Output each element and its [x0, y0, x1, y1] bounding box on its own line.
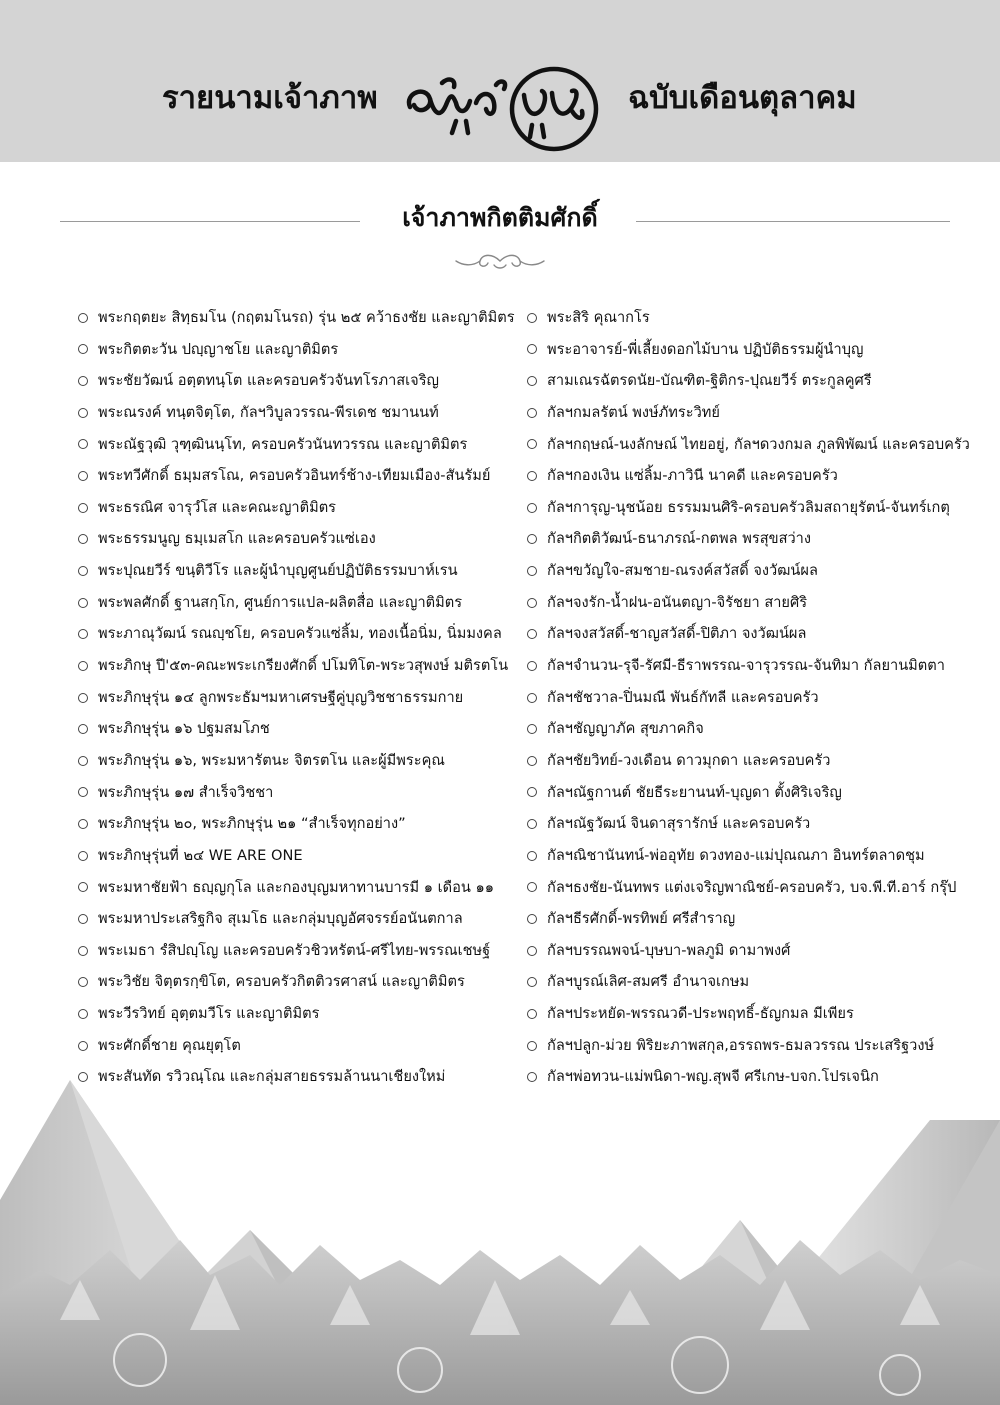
list-item: กัลฯบูรณ์เลิศ-สมศรี อำนาจเกษม	[527, 966, 997, 998]
list-item: กัลฯจงรัก-น้ำฝน-อนันตญา-จิรัชยา สายศิริ	[527, 587, 997, 619]
list-item: กัลฯณิชานันทน์-พ่ออุทัย ดวงทอง-แม่ปุณณภา อินทร์ตลาดชุม	[527, 840, 997, 872]
list-item: พระเมธา รํสิปญฺโญ และครอบครัวชิวหรัตน์-ศรีไทย-พรรณเชษฐ์	[78, 935, 528, 967]
bullet-icon	[527, 914, 537, 924]
bullet-icon	[527, 1009, 537, 1019]
list-item: กัลฯณัฐวัฒน์ จินดาสุรารักษ์ และครอบครัว	[527, 808, 997, 840]
list-item: กัลฯการุญ-นุชน้อย ธรรมมนศิริ-ครอบครัวลิมสถายุรัตน์-จันทร์เกตุ	[527, 492, 997, 524]
bullet-icon	[527, 946, 537, 956]
header-right-title: ฉบับเดือนตุลาคม	[628, 80, 857, 116]
flourish-ornament-icon	[450, 250, 550, 272]
list-item: พระธรรมนูญ ธมฺเมสโก และครอบครัวแซ่เอง	[78, 523, 528, 555]
bullet-icon	[527, 882, 537, 892]
list-item: พระมหาชัยฟ้า ธญฺญกุโล และกองบุญมหาทานบารมี ๑ เดือน ๑๑	[78, 872, 528, 904]
list-item: พระสันทัด รวิวณฺโณ และกลุ่มสายธรรมล้านนาเชียงใหม่	[78, 1061, 528, 1093]
list-item: พระภิกษุ ปี'๕๓-คณะพระเกรียงศักดิ์ ปโมทิโต-พระวสุพงษ์ มติรตโน	[78, 650, 528, 682]
list-item: พระณัฐวุฒิ วุฑฺฒินนฺโท, ครอบครัวนันทวรรณ และญาติมิตร	[78, 429, 528, 461]
list-item: พระภิกษุรุ่น ๑๔ ลูกพระธัมฯมหาเศรษฐีคู่บุญวิชชาธรรมกาย	[78, 682, 528, 714]
bullet-icon	[78, 787, 88, 797]
list-item: พระภิกษุรุ่น ๑๗ สำเร็จวิชชา	[78, 777, 528, 809]
list-item: พระภิกษุรุ่นที่ ๒๔ WE ARE ONE	[78, 840, 528, 872]
list-item: กัลฯกมลรัตน์ พงษ์ภัทระวิทย์	[527, 397, 997, 429]
section-title: เจ้าภาพกิตติมศักดิ์	[402, 203, 598, 232]
sponsor-list-right	[527, 302, 997, 1093]
bullet-icon	[527, 408, 537, 418]
list-item: พระปุณยวีร์ ขนฺติวีโร และผู้นำบุญศูนย์ปฏิบัติธรรมบาห์เรน	[78, 555, 528, 587]
bullet-icon	[78, 313, 88, 323]
list-item: พระภิกษุรุ่น ๒๐, พระภิกษุรุ่น ๒๑ “สำเร็จทุกอย่าง”	[78, 808, 528, 840]
bullet-icon	[527, 313, 537, 323]
list-item: กัลฯจำนวน-รุจี-รัศมี-ธีราพรรณ-จารุวรรณ-จันทิมา กัลยานมิตตา	[527, 650, 997, 682]
bullet-icon	[527, 566, 537, 576]
list-item: สามเณรฉัตรดนัย-บัณฑิต-ฐิติกร-ปุณยวีร์ ตระกูลคูศรี	[527, 365, 997, 397]
list-item: กัลฯพ่อทวน-แม่พนิดา-พญ.สุพจี ศรีเกษ-บจก.โปรเจนิก	[527, 1061, 997, 1093]
list-item: กัลฯณัฐกานต์ ชัยธีระยานนท์-บุญดา ตั้งศิริเจริญ	[527, 777, 997, 809]
list-item: กัลฯชัยวิทย์-วงเดือน ดาวมุกดา และครอบครัว	[527, 745, 997, 777]
list-item: พระวิชัย จิตฺตรกฺขิโต, ครอบครัวกิตติวรศาสน์ และญาติมิตร	[78, 966, 528, 998]
list-item: กัลฯจงสวัสดิ์-ชาญสวัสดิ์-ปิติภา จงวัฒน์ผล	[527, 618, 997, 650]
list-item: กัลฯธงชัย-นันทพร แต่งเจริญพาณิชย์-ครอบครัว, บจ.พี.ที.อาร์ กรุ๊ป	[527, 872, 997, 904]
list-item: กัลฯกิตติวัฒน์-ธนาภรณ์-กตพล พรสุขสว่าง	[527, 523, 997, 555]
list-item: พระอาจารย์-พี่เลี้ยงดอกไม้บาน ปฏิบัติธรรมผู้นำบุญ	[527, 334, 997, 366]
bullet-icon	[78, 977, 88, 987]
list-item: พระภาณุวัฒน์ รณญฺชโย, ครอบครัวแซ่ลิ้ม, ทองเนื้อนิ่ม, นิ่มมงคล	[78, 618, 528, 650]
list-item: พระภิกษุรุ่น ๑๖ ปฐมสมโภช	[78, 713, 528, 745]
bullet-icon	[527, 503, 537, 513]
crystal-pyramid-background	[0, 1080, 1000, 1405]
bullet-icon	[78, 534, 88, 544]
bullet-icon	[78, 503, 88, 513]
list-item: พระทวีศักดิ์ ธมฺมสรโณ, ครอบครัวอินทร์ช้าง-เทียมเมือง-สันรัมย์	[78, 460, 528, 492]
bullet-icon	[527, 629, 537, 639]
bullet-icon	[527, 787, 537, 797]
list-item: กัลฯชัญญาภัค สุขภาคกิจ	[527, 713, 997, 745]
list-item: กัลฯกองเงิน แซ่ลิ้ม-ภาวินี นาคดี และครอบครัว	[527, 460, 997, 492]
list-item: พระวีรวิทย์ อุตฺตมวีโร และญาติมิตร	[78, 998, 528, 1030]
bullet-icon	[78, 851, 88, 861]
bullet-icon	[527, 661, 537, 671]
bullet-icon	[527, 851, 537, 861]
divider-right	[636, 221, 950, 222]
bullet-icon	[78, 471, 88, 481]
bullet-icon	[78, 1009, 88, 1019]
sponsor-list-left	[78, 302, 528, 1093]
publication-logo	[396, 55, 616, 155]
bullet-icon	[527, 376, 537, 386]
bullet-icon	[78, 629, 88, 639]
list-item: พระกฤตยะ สิทฺธมโน (กฤตมโนรถ) รุ่น ๒๕ คว้าธงชัย และญาติมิตร	[78, 302, 528, 334]
bullet-icon	[527, 439, 537, 449]
bullet-icon	[78, 1041, 88, 1051]
list-item: พระชัยวัฒน์ อตฺตทนฺโต และครอบครัวจันทโรภาสเจริญ	[78, 365, 528, 397]
bullet-icon	[527, 693, 537, 703]
bullet-icon	[527, 598, 537, 608]
list-item: พระสิริ คุณากโร	[527, 302, 997, 334]
bullet-icon	[78, 439, 88, 449]
bullet-icon	[78, 661, 88, 671]
bullet-icon	[527, 534, 537, 544]
list-item: กัลฯบรรณพจน์-บุษบา-พลภูมิ ดามาพงศ์	[527, 935, 997, 967]
bullet-icon	[527, 1041, 537, 1051]
bullet-icon	[78, 344, 88, 354]
list-item: กัลฯธีรศักดิ์-พรทิพย์ ศรีสำราญ	[527, 903, 997, 935]
bullet-icon	[527, 977, 537, 987]
bullet-icon	[78, 693, 88, 703]
bullet-icon	[78, 819, 88, 829]
bullet-icon	[78, 882, 88, 892]
list-item: พระมหาประเสริฐกิจ สุเมโธ และกลุ่มบุญอัศจรรย์อนันตกาล	[78, 903, 528, 935]
bullet-icon	[527, 344, 537, 354]
list-item: พระศักดิ์ชาย คุณยุตฺโต	[78, 1030, 528, 1062]
bullet-icon	[78, 914, 88, 924]
list-item: พระภิกษุรุ่น ๑๖, พระมหารัตนะ จิตรตโน และผู้มีพระคุณ	[78, 745, 528, 777]
bullet-icon	[78, 598, 88, 608]
list-item: กัลฯกฤษณ์-นงลักษณ์ ไทยอยู่, กัลฯดวงกมล ภูลพิพัฒน์ และครอบครัว	[527, 429, 997, 461]
bullet-icon	[527, 756, 537, 766]
header-left-title: รายนามเจ้าภาพ	[162, 80, 378, 116]
list-item: กัลฯชัชวาล-ปิ่นมณี พันธ์กัทลี และครอบครัว	[527, 682, 997, 714]
bullet-icon	[527, 819, 537, 829]
bullet-icon	[78, 946, 88, 956]
list-item: กัลฯปลูก-ม่วย พิริยะภาพสกุล,อรรถพร-ธมลวรรณ ประเสริฐวงษ์	[527, 1030, 997, 1062]
list-item: พระพลศักดิ์ ฐานสกฺโก, ศูนย์การแปล-ผลิตสื่อ และญาติมิตร	[78, 587, 528, 619]
bullet-icon	[78, 756, 88, 766]
list-item: พระธรณิศ จารุวํโส และคณะญาติมิตร	[78, 492, 528, 524]
list-item: พระณรงค์ ทนฺตจิตฺโต, กัลฯวิบูลวรรณ-พีรเดช ชมานนท์	[78, 397, 528, 429]
bullet-icon	[78, 724, 88, 734]
bullet-icon	[527, 471, 537, 481]
list-item: กัลฯประหยัด-พรรณวดี-ประพฤทธิ์-ธัญกมล มีเพียร	[527, 998, 997, 1030]
list-item: กัลฯขวัญใจ-สมชาย-ณรงค์สวัสดิ์ จงวัฒน์ผล	[527, 555, 997, 587]
list-item: พระกิตตะวัน ปญฺญาชโย และญาติมิตร	[78, 334, 528, 366]
bullet-icon	[78, 408, 88, 418]
bullet-icon	[78, 566, 88, 576]
bullet-icon	[527, 724, 537, 734]
bullet-icon	[78, 376, 88, 386]
